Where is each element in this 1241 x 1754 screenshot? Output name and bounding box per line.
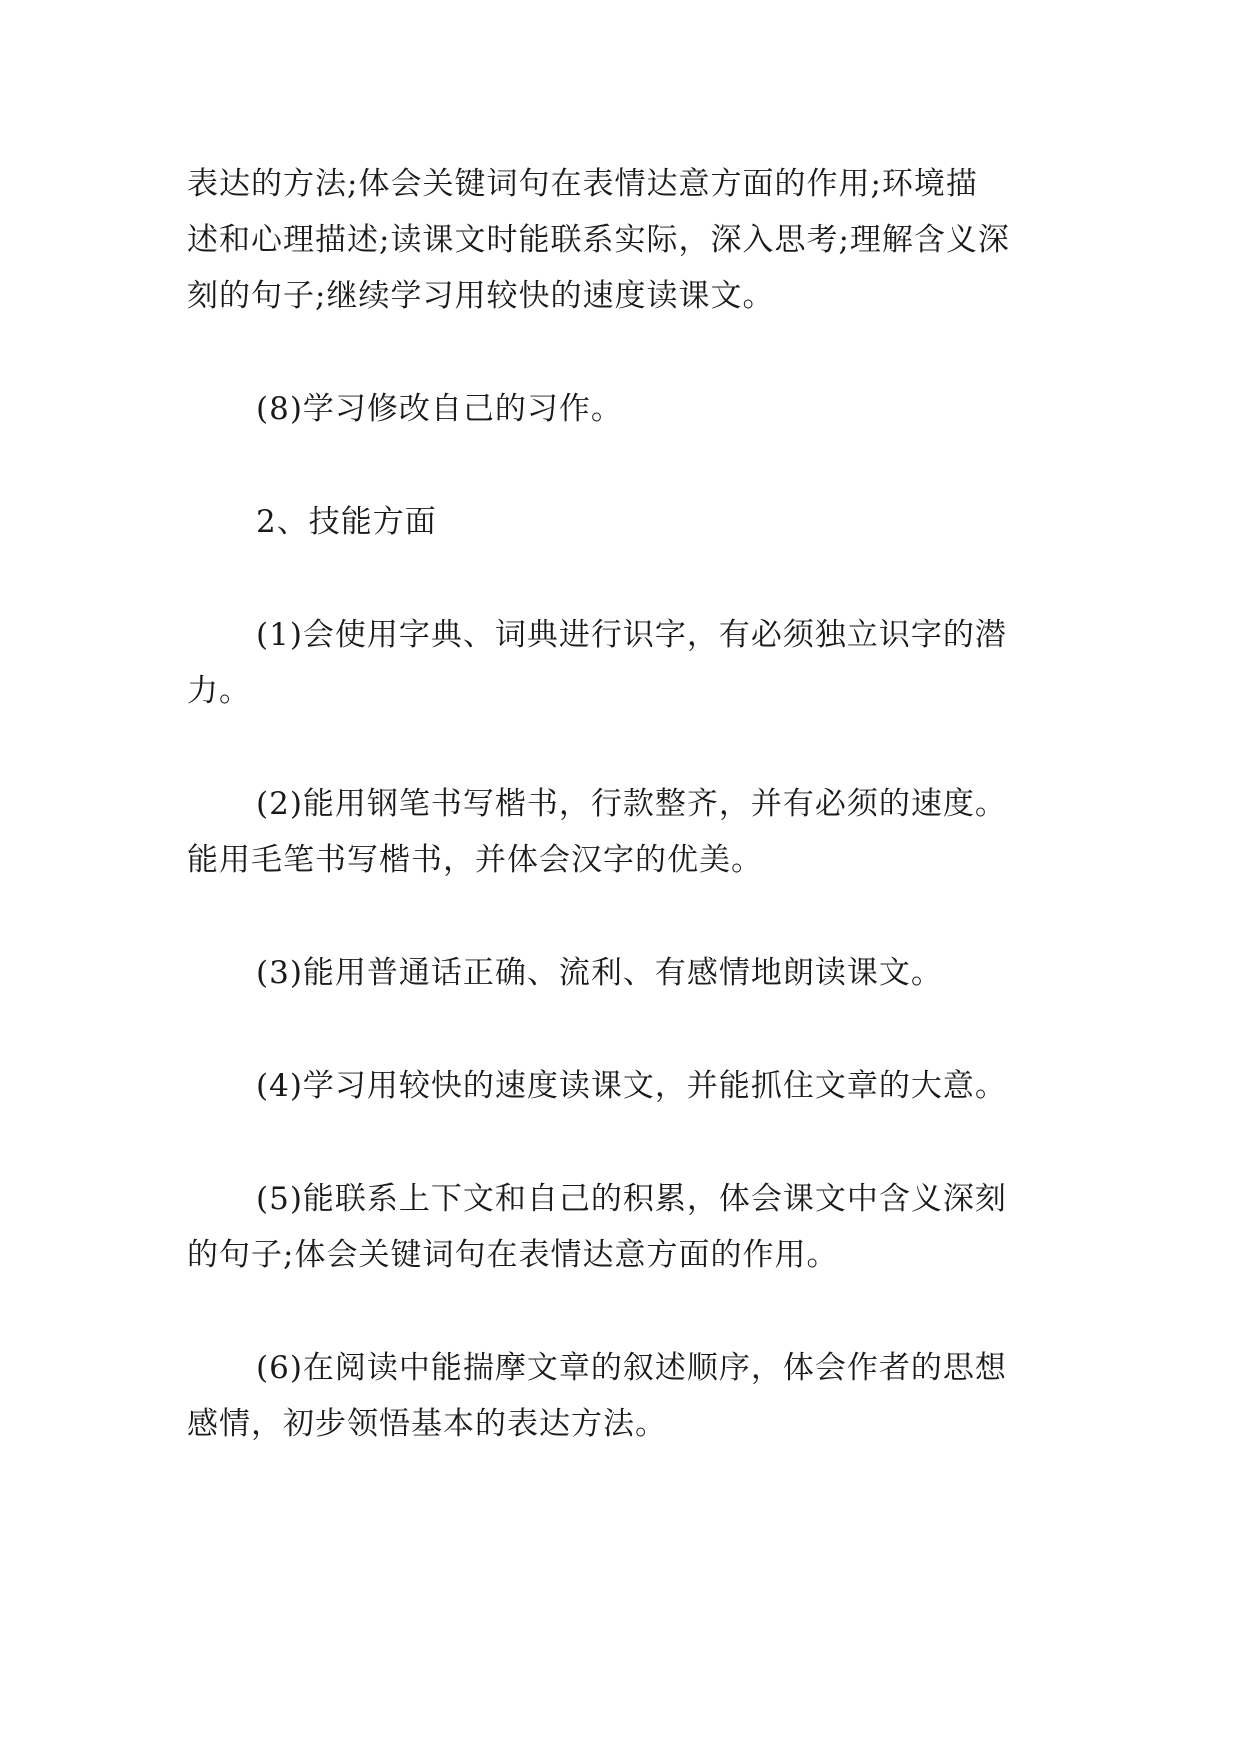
text-line: 刻的句子;继续学习用较快的速度读课文。 [187,278,775,314]
text-line: 的句子;体会关键词句在表情达意方面的作用。 [187,1237,839,1273]
list-item-8: (8)学习修改自己的习作。 [256,391,623,427]
text-line: 表达的方法;体会关键词句在表情达意方面的作用;环境描 [187,166,978,202]
list-item-5: (5)能联系上下文和自己的积累，体会课文中含义深刻 [256,1181,1007,1217]
list-item-4: (4)学习用较快的速度读课文，并能抓住文章的大意。 [256,1068,1007,1104]
list-item-3: (3)能用普通话正确、流利、有感情地朗读课文。 [256,955,943,991]
list-item-1: (1)会使用字典、词典进行识字，有必须独立识字的潜 [256,617,1007,653]
list-item-2: (2)能用钢笔书写楷书，行款整齐，并有必须的速度。 [256,786,1007,822]
text-line: 感情，初步领悟基本的表达方法。 [187,1406,667,1442]
text-line: 力。 [187,673,251,709]
section-heading: 2、技能方面 [256,504,437,540]
list-item-6: (6)在阅读中能揣摩文章的叙述顺序，体会作者的思想 [256,1350,1007,1386]
text-line: 能用毛笔书写楷书，并体会汉字的优美。 [187,842,763,878]
text-line: 述和心理描述;读课文时能联系实际，深入思考;理解含义深 [187,222,1010,258]
